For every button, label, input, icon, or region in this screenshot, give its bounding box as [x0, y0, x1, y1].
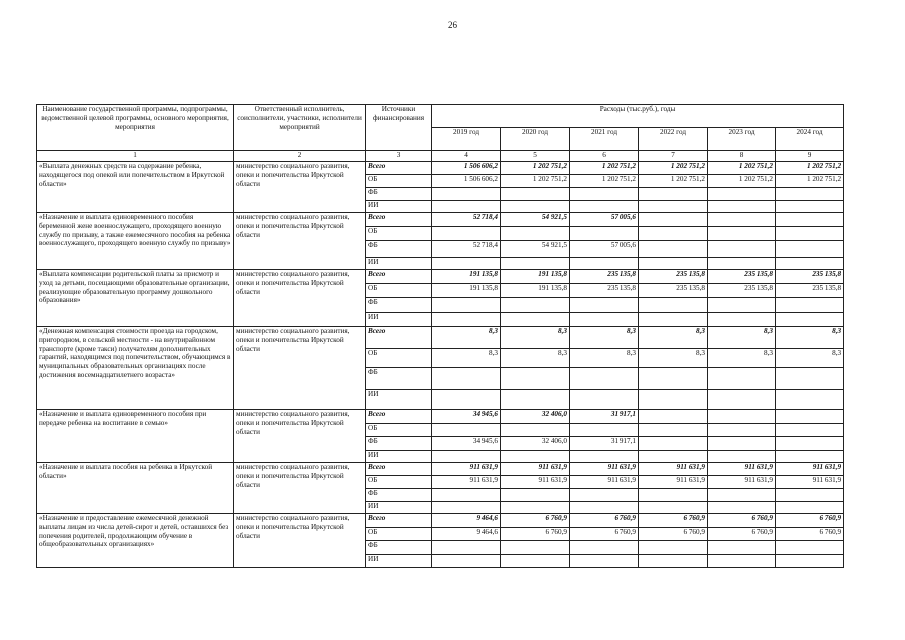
program-name: «Денежная компенсация стоимости проезда на городском, пригородном, в сельской местности - на внутрирайонном транспорте (кроме такси) получателям дополнительных гарантий, находящимся под попечительством, обучающимся в муниципальных образовательных организациях после достижения восемнадцатилетнего возраста»: [37, 327, 234, 410]
expense-value: 6 760,9: [501, 528, 570, 541]
funding-source: ИИ: [366, 555, 432, 568]
header-year: 2019 год: [432, 128, 501, 151]
expense-value: [708, 424, 776, 437]
funding-source: Всего: [366, 410, 432, 424]
table-row: [37, 410, 844, 424]
funding-source: ИИ: [366, 201, 432, 213]
table-row: [37, 270, 844, 284]
expense-value: 52 718,4: [432, 241, 501, 258]
expense-value: 8,3: [432, 327, 501, 349]
expense-value: [639, 213, 708, 227]
expense-value: 1 202 751,2: [570, 175, 639, 188]
expense-value: [501, 258, 570, 270]
expense-value: [708, 502, 776, 514]
expense-value: 34 945,6: [432, 437, 501, 451]
expense-value: [776, 201, 844, 213]
expense-value: [776, 555, 844, 568]
expense-value: 1 202 751,2: [776, 162, 844, 175]
expense-value: [501, 451, 570, 463]
funding-source: ОБ: [366, 349, 432, 368]
table-body: [37, 162, 844, 568]
header-year: 2022 год: [639, 128, 708, 151]
expense-value: 911 631,9: [776, 476, 844, 489]
expense-value: [570, 227, 639, 241]
expense-value: [639, 201, 708, 213]
expense-value: 191 135,8: [432, 270, 501, 284]
header-year: 2023 год: [708, 128, 776, 151]
expense-value: 235 135,8: [639, 270, 708, 284]
expense-value: 911 631,9: [708, 476, 776, 489]
expense-value: 911 631,9: [639, 476, 708, 489]
expense-value: [708, 489, 776, 502]
expense-value: [570, 489, 639, 502]
expense-value: [708, 410, 776, 424]
expense-value: [776, 258, 844, 270]
expense-value: 6 760,9: [708, 514, 776, 528]
expense-value: 911 631,9: [432, 463, 501, 476]
expense-value: [776, 313, 844, 327]
expense-value: 1 506 606,2: [432, 175, 501, 188]
expense-value: [639, 410, 708, 424]
expense-value: [639, 188, 708, 201]
expense-value: 911 631,9: [432, 476, 501, 489]
funding-source: ФБ: [366, 298, 432, 313]
expense-value: [708, 188, 776, 201]
expense-value: [639, 258, 708, 270]
expense-value: 8,3: [708, 327, 776, 349]
table-row: [37, 327, 844, 349]
funding-source: ОБ: [366, 476, 432, 489]
expense-value: 911 631,9: [501, 463, 570, 476]
expense-value: [639, 368, 708, 390]
expense-value: [432, 489, 501, 502]
expense-value: [501, 502, 570, 514]
funding-source: ИИ: [366, 390, 432, 410]
expense-value: [708, 390, 776, 410]
expense-value: 1 202 751,2: [639, 162, 708, 175]
expense-value: [570, 258, 639, 270]
expense-value: 6 760,9: [501, 514, 570, 528]
column-number: 9: [776, 151, 844, 162]
expense-value: 8,3: [776, 327, 844, 349]
expense-value: [501, 390, 570, 410]
expense-value: 911 631,9: [776, 463, 844, 476]
expense-value: [776, 298, 844, 313]
expense-value: 235 135,8: [776, 284, 844, 298]
expense-value: [708, 555, 776, 568]
expense-value: [639, 390, 708, 410]
expense-value: [570, 541, 639, 555]
expense-value: 6 760,9: [570, 514, 639, 528]
funding-source: Всего: [366, 162, 432, 175]
expense-value: 235 135,8: [570, 270, 639, 284]
funding-source: ФБ: [366, 368, 432, 390]
header-year: 2021 год: [570, 128, 639, 151]
expense-value: [570, 502, 639, 514]
expense-value: 6 760,9: [570, 528, 639, 541]
funding-source: ИИ: [366, 313, 432, 327]
column-number: 3: [366, 151, 432, 162]
expense-value: [639, 298, 708, 313]
funding-source: ФБ: [366, 241, 432, 258]
expense-value: [776, 451, 844, 463]
page-number: 26: [448, 20, 457, 30]
expense-value: [639, 489, 708, 502]
expense-value: [639, 541, 708, 555]
expense-value: 911 631,9: [501, 476, 570, 489]
expense-value: 1 202 751,2: [776, 175, 844, 188]
funding-source: Всего: [366, 213, 432, 227]
expense-value: [776, 502, 844, 514]
expense-value: [776, 541, 844, 555]
column-number: 2: [234, 151, 366, 162]
expense-value: 8,3: [570, 349, 639, 368]
expense-value: [776, 213, 844, 227]
expense-value: 911 631,9: [570, 463, 639, 476]
executor: министерство социального развития, опеки и попечительства Иркутской области: [234, 270, 366, 327]
expense-value: 52 718,4: [432, 213, 501, 227]
expense-value: 32 406,0: [501, 410, 570, 424]
expense-value: 1 202 751,2: [570, 162, 639, 175]
column-numbers-row: [37, 151, 844, 162]
expense-value: [570, 188, 639, 201]
expense-value: [570, 451, 639, 463]
program-name: «Назначение и предоставление ежемесячной денежной выплаты лицам из числа детей-сирот и детей, оставшихся без попечения родителей, продолжающим обучение в общеобразовательных организациях»: [37, 514, 234, 568]
expense-value: [570, 368, 639, 390]
expense-value: [639, 437, 708, 451]
expense-value: [501, 489, 570, 502]
expense-value: [432, 313, 501, 327]
expense-value: [776, 489, 844, 502]
table-row: [37, 463, 844, 476]
expense-value: [501, 188, 570, 201]
expense-value: [639, 555, 708, 568]
expense-value: 1 202 751,2: [708, 162, 776, 175]
funding-source: ИИ: [366, 502, 432, 514]
expense-value: [432, 555, 501, 568]
expense-value: [432, 188, 501, 201]
expense-value: [639, 502, 708, 514]
expense-value: 6 760,9: [776, 514, 844, 528]
expense-value: [708, 227, 776, 241]
executor: министерство социального развития, опеки и попечительства Иркутской области: [234, 327, 366, 410]
funding-source: ФБ: [366, 489, 432, 502]
funding-source: ИИ: [366, 451, 432, 463]
table-row: [37, 162, 844, 175]
expense-value: [708, 258, 776, 270]
expense-value: 8,3: [432, 349, 501, 368]
funding-source: ФБ: [366, 437, 432, 451]
expense-value: 8,3: [570, 327, 639, 349]
expense-value: [708, 241, 776, 258]
expense-value: 8,3: [501, 349, 570, 368]
funding-source: ФБ: [366, 541, 432, 555]
funding-source: ФБ: [366, 188, 432, 201]
expense-value: 911 631,9: [570, 476, 639, 489]
header-executor: Ответственный исполнитель, соисполнители, участники, исполнители мероприятий: [234, 105, 366, 151]
expense-value: [776, 410, 844, 424]
expense-value: [776, 424, 844, 437]
expense-value: [432, 390, 501, 410]
expense-value: [570, 424, 639, 437]
expense-value: [639, 241, 708, 258]
expense-value: [432, 424, 501, 437]
expense-value: [570, 390, 639, 410]
expense-value: 6 760,9: [776, 528, 844, 541]
header-sources: Источники финансирования: [366, 105, 432, 151]
table-row: [37, 213, 844, 227]
column-number: 6: [570, 151, 639, 162]
funding-source: Всего: [366, 327, 432, 349]
expense-value: 31 917,1: [570, 410, 639, 424]
expense-value: 8,3: [708, 349, 776, 368]
program-name: «Назначение и выплата единовременного пособия при передаче ребенка на воспитание в семью»: [37, 410, 234, 463]
expense-value: [432, 298, 501, 313]
expense-value: [639, 313, 708, 327]
expense-value: 6 760,9: [639, 514, 708, 528]
expense-value: [776, 241, 844, 258]
executor: министерство социального развития, опеки и попечительства Иркутской области: [234, 514, 366, 568]
expense-value: 8,3: [639, 349, 708, 368]
expense-value: 191 135,8: [501, 270, 570, 284]
expense-value: 191 135,8: [501, 284, 570, 298]
expense-value: 54 921,5: [501, 241, 570, 258]
expense-value: [570, 313, 639, 327]
column-number: 4: [432, 151, 501, 162]
expense-value: [570, 555, 639, 568]
expense-value: [432, 502, 501, 514]
expense-value: [501, 201, 570, 213]
expense-value: [570, 298, 639, 313]
expense-value: 1 202 751,2: [501, 175, 570, 188]
expense-value: [432, 368, 501, 390]
expense-value: 911 631,9: [708, 463, 776, 476]
expense-value: [639, 227, 708, 241]
column-number: 1: [37, 151, 234, 162]
executor: министерство социального развития, опеки и попечительства Иркутской области: [234, 213, 366, 270]
expense-value: [639, 451, 708, 463]
expense-value: [432, 227, 501, 241]
expense-value: [776, 188, 844, 201]
expense-value: [708, 213, 776, 227]
expense-value: 191 135,8: [432, 284, 501, 298]
expense-value: 8,3: [776, 349, 844, 368]
executor: министерство социального развития, опеки и попечительства Иркутской области: [234, 463, 366, 514]
column-number: 8: [708, 151, 776, 162]
expense-value: [708, 541, 776, 555]
expense-value: [776, 390, 844, 410]
column-number: 5: [501, 151, 570, 162]
expense-value: [501, 298, 570, 313]
expense-value: [432, 201, 501, 213]
funding-source: ОБ: [366, 528, 432, 541]
executor: министерство социального развития, опеки и попечительства Иркутской области: [234, 162, 366, 213]
column-number: 7: [639, 151, 708, 162]
expense-value: 9 464,6: [432, 528, 501, 541]
expense-value: 235 135,8: [776, 270, 844, 284]
expense-value: [708, 437, 776, 451]
expense-value: 1 506 606,2: [432, 162, 501, 175]
expense-value: 6 760,9: [708, 528, 776, 541]
header-program: Наименование государственной программы, подпрограммы, ведомственной целевой программы, основного мероприятия, мероприятия: [37, 105, 234, 151]
header-year: 2024 год: [776, 128, 844, 151]
expense-value: 235 135,8: [570, 284, 639, 298]
funding-source: ОБ: [366, 424, 432, 437]
expense-value: 6 760,9: [639, 528, 708, 541]
program-name: «Выплата компенсации родительской платы за присмотр и уход за детьми, посещающими образовательные организации, реализующие образовательную программу дошкольного образования»: [37, 270, 234, 327]
expense-value: 235 135,8: [708, 284, 776, 298]
expense-value: [501, 227, 570, 241]
expense-value: [708, 298, 776, 313]
expense-value: [501, 541, 570, 555]
expense-value: 57 005,6: [570, 241, 639, 258]
expense-value: [501, 555, 570, 568]
program-name: «Назначение и выплата единовременного пособия беременной жене военнослужащего, проходящего военную службу по призыву, а также ежемесячного пособия на ребенка военнослужащего, проходящего военную службу по призыву»: [37, 213, 234, 270]
table-row: [37, 514, 844, 528]
expense-value: 8,3: [639, 327, 708, 349]
expense-value: [432, 451, 501, 463]
expense-value: 57 005,6: [570, 213, 639, 227]
expense-value: [708, 201, 776, 213]
funding-source: ИИ: [366, 258, 432, 270]
program-name: «Выплата денежных средств на содержание ребенка, находящегося под опекой или попечительством в Иркутской области»: [37, 162, 234, 213]
expense-value: [776, 368, 844, 390]
expense-value: 235 135,8: [639, 284, 708, 298]
expense-value: 32 406,0: [501, 437, 570, 451]
expense-value: 34 945,6: [432, 410, 501, 424]
expense-value: 8,3: [501, 327, 570, 349]
header-year: 2020 год: [501, 128, 570, 151]
expense-value: [501, 368, 570, 390]
funding-source: ОБ: [366, 284, 432, 298]
expense-value: [708, 451, 776, 463]
expense-value: 911 631,9: [639, 463, 708, 476]
expense-value: [432, 541, 501, 555]
expense-value: [776, 227, 844, 241]
expenses-table: [36, 104, 844, 568]
header-expenses: Расходы (тыс.руб.), годы: [432, 105, 844, 128]
expense-value: 54 921,5: [501, 213, 570, 227]
expense-value: 9 464,6: [432, 514, 501, 528]
expense-value: [570, 201, 639, 213]
funding-source: Всего: [366, 270, 432, 284]
expense-value: 235 135,8: [708, 270, 776, 284]
expense-value: [708, 313, 776, 327]
expense-value: [639, 424, 708, 437]
program-name: «Назначение и выплата пособия на ребенка в Иркутской области»: [37, 463, 234, 514]
expense-value: [501, 313, 570, 327]
funding-source: Всего: [366, 463, 432, 476]
funding-source: ОБ: [366, 227, 432, 241]
expense-value: [708, 368, 776, 390]
expense-value: 1 202 751,2: [708, 175, 776, 188]
funding-source: ОБ: [366, 175, 432, 188]
expense-value: 1 202 751,2: [501, 162, 570, 175]
expense-value: 1 202 751,2: [639, 175, 708, 188]
expense-value: [501, 424, 570, 437]
funding-source: Всего: [366, 514, 432, 528]
expense-value: [432, 258, 501, 270]
executor: министерство социального развития, опеки и попечительства Иркутской области: [234, 410, 366, 463]
expense-value: [776, 437, 844, 451]
expense-value: 31 917,1: [570, 437, 639, 451]
